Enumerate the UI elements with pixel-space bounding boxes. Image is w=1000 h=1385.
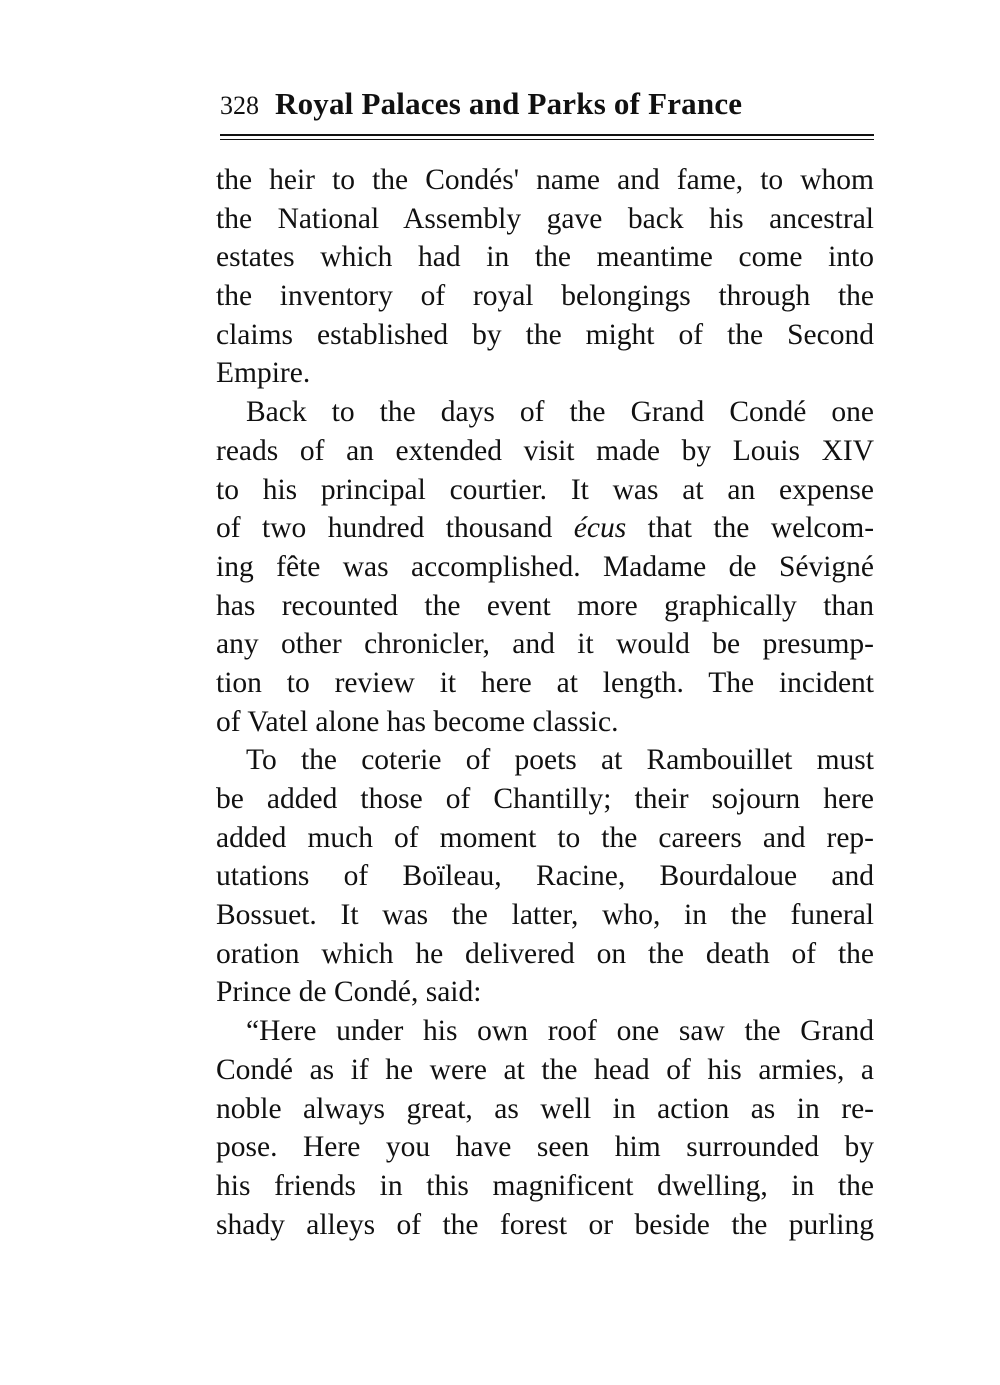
italic-word-ecus: écus xyxy=(573,512,627,545)
text-line: be added those of Chantilly; their sojourn here xyxy=(216,783,874,815)
page-header xyxy=(216,86,874,128)
header-rule-thick xyxy=(220,134,874,136)
text-line: Prince de Condé, said: xyxy=(216,976,482,1009)
text-segment: of two hundred thousand xyxy=(216,512,553,545)
text-line: Condé as if he were at the head of his armies, a xyxy=(216,1053,874,1086)
text-line: claims established by the might of the Second xyxy=(216,318,874,351)
text-line: Back to the days of the Grand Condé one xyxy=(246,396,874,429)
text-line: of Vatel alone has become classic. xyxy=(216,705,619,738)
text-line: utations of Boïleau, Racine, Bourdaloue and xyxy=(216,860,874,893)
text-line: to his principal courtier. It was at an expense xyxy=(216,473,874,506)
book-page xyxy=(216,86,874,1244)
text-line: shady alleys of the forest or beside the purling xyxy=(216,1208,874,1241)
text-line: To the coterie of poets at Rambouillet must xyxy=(246,744,874,777)
text-line: ing fête was accomplished. Madame de Sévigné xyxy=(216,550,874,583)
text-line: the heir to the Condés' name and fame, to whom xyxy=(216,164,874,196)
text-line: the inventory of royal belongings through the xyxy=(216,280,874,313)
text-line-with-italic xyxy=(216,509,874,548)
text-line: pose. Here you have seen him surrounded by xyxy=(216,1131,874,1164)
text-line: Bossuet. It was the latter, who, in the funeral xyxy=(216,899,874,932)
text-segment: that the welcom- xyxy=(647,512,875,545)
text-line: Empire. xyxy=(216,357,311,390)
text-line: noble always great, as well in action as in re- xyxy=(216,1092,874,1125)
text-line: the National Assembly gave back his ancestral xyxy=(216,202,874,235)
page-number: 328 xyxy=(220,91,259,120)
text-line: has recounted the event more graphically than xyxy=(216,589,874,622)
text-line: oration which he delivered on the death of the xyxy=(216,937,874,970)
text-line: added much of moment to the careers and rep- xyxy=(216,821,874,854)
text-line: reads of an extended visit made by Louis XIV xyxy=(216,434,874,467)
header-rule-thin xyxy=(220,139,874,140)
text-line: any other chronicler, and it would be presump- xyxy=(216,628,874,661)
text-line: estates which had in the meantime come into xyxy=(216,241,874,274)
text-line: tion to review it here at length. The incident xyxy=(216,666,874,699)
body-text xyxy=(216,161,874,1244)
running-title: Royal Palaces and Parks of France xyxy=(275,86,743,121)
text-line: his friends in this magnificent dwelling, in the xyxy=(216,1169,874,1202)
text-line: “Here under his own roof one saw the Grand xyxy=(246,1015,874,1048)
